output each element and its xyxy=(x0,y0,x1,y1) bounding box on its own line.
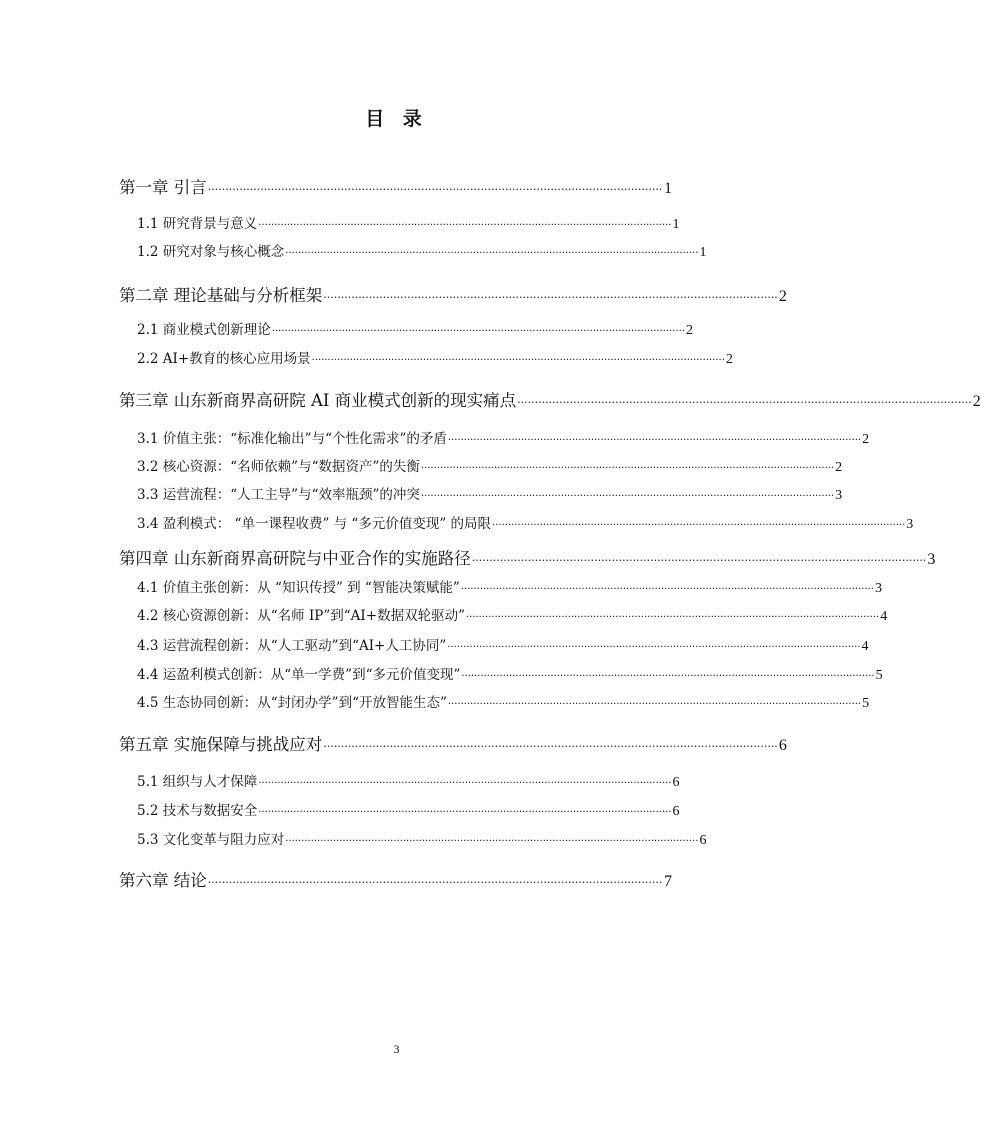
toc-entry-title: 4.2 核心资源创新：从“名师 IP”到“AI+数据双轮驱动” xyxy=(137,608,465,624)
dot-leader: ·································································································································· xyxy=(285,248,699,259)
toc-entry-page-number: 2 xyxy=(778,288,787,305)
toc-chapter-entry[interactable] xyxy=(119,282,787,306)
toc-entry-title: 5.1 组织与人才保障 xyxy=(137,774,258,790)
toc-section-entry[interactable] xyxy=(137,691,870,712)
dot-leader: ·································································································································· xyxy=(285,836,699,847)
toc-chapter-entry[interactable] xyxy=(119,174,672,198)
toc-entry-page-number: 3 xyxy=(835,488,843,503)
dot-leader: ·································································································································· xyxy=(471,554,927,567)
toc-entry-page-number: 1 xyxy=(699,245,707,260)
toc-entry-page-number: 2 xyxy=(972,393,981,410)
dot-leader: ·································································································································· xyxy=(447,435,862,446)
toc-entry-title: 4.3 运营流程创新：从“人工驱动”到“AI+人工协同” xyxy=(137,638,447,654)
dot-leader: ·································································································································· xyxy=(460,584,874,595)
dot-leader: ·································································································································· xyxy=(258,220,672,231)
toc-entry-title: 第一章 引言 xyxy=(119,178,207,197)
toc-entry-title: 3.3 运营流程：“人工主导”与“效率瓶颈”的冲突 xyxy=(137,487,420,503)
toc-entry-title: 4.5 生态协同创新：从“封闭办学”到“开放智能生态” xyxy=(137,695,447,711)
toc-entry-title: 5.3 文化变革与阻力应对 xyxy=(137,832,285,848)
toc-entry-title: 1.1 研究背景与意义 xyxy=(137,216,258,232)
toc-entry-page-number: 6 xyxy=(699,833,707,848)
toc-entry-title: 第四章 山东新商界高研院与中亚合作的实施路径 xyxy=(119,549,471,568)
toc-entry-title: 3.2 核心资源：“名师依赖”与“数据资产”的失衡 xyxy=(137,459,420,475)
toc-entry-title: 第六章 结论 xyxy=(119,871,207,890)
toc-entry-page-number: 2 xyxy=(725,352,733,367)
toc-entry-page-number: 1 xyxy=(672,217,680,232)
dot-leader: ·································································································································· xyxy=(447,642,861,653)
dot-leader: ·································································································································· xyxy=(258,778,672,789)
toc-chapter-entry[interactable] xyxy=(119,387,981,411)
toc-entry-page-number: 4 xyxy=(861,639,869,654)
toc-section-entry[interactable] xyxy=(137,576,882,597)
toc-section-entry[interactable] xyxy=(137,483,843,504)
toc-entry-title: 4.4 运盈利模式创新：从“单一学费”到“多元价值变现” xyxy=(137,667,461,683)
dot-leader: ·································································································································· xyxy=(323,740,778,753)
toc-entry-page-number: 3 xyxy=(906,517,914,532)
toc-entry-title: 3.4 盈利模式： “单一课程收费” 与 “多元价值变现” 的局限 xyxy=(137,516,492,532)
toc-entry-title: 2.2 AI+教育的核心应用场景 xyxy=(137,351,311,367)
dot-leader: ·································································································································· xyxy=(207,183,663,196)
toc-entry-page-number: 6 xyxy=(672,775,680,790)
toc-section-entry[interactable] xyxy=(137,427,870,448)
toc-entry-title: 第五章 实施保障与挑战应对 xyxy=(119,735,323,754)
toc-entry-title: 1.2 研究对象与核心概念 xyxy=(137,244,285,260)
toc-entry-page-number: 2 xyxy=(862,432,870,447)
toc-entry-page-number: 6 xyxy=(672,804,680,819)
toc-entry-page-number: 6 xyxy=(778,737,787,754)
dot-leader: ·································································································································· xyxy=(461,671,875,682)
dot-leader: ·································································································································· xyxy=(323,291,778,304)
dot-leader: ·································································································································· xyxy=(420,491,835,502)
toc-entry-title: 第二章 理论基础与分析框架 xyxy=(119,286,323,305)
toc-entry-page-number: 7 xyxy=(664,873,672,890)
toc-chapter-entry[interactable] xyxy=(119,545,936,569)
toc-section-entry[interactable] xyxy=(137,634,869,655)
toc-section-entry[interactable] xyxy=(137,455,843,476)
toc-section-entry[interactable] xyxy=(137,604,888,625)
toc-section-entry[interactable] xyxy=(137,347,733,368)
toc-section-entry[interactable] xyxy=(137,799,680,820)
toc-section-entry[interactable] xyxy=(137,770,680,791)
dot-leader: ·································································································································· xyxy=(420,463,835,474)
toc-entry-title: 3.1 价值主张：“标准化输出”与“个性化需求”的矛盾 xyxy=(137,431,447,447)
toc-title: 目 录 xyxy=(365,108,428,130)
toc-section-entry[interactable] xyxy=(137,828,707,849)
toc-section-entry[interactable] xyxy=(137,318,693,339)
dot-leader: ·································································································································· xyxy=(311,355,725,366)
toc-section-entry[interactable] xyxy=(137,240,707,261)
dot-leader: ·································································································································· xyxy=(258,807,672,818)
toc-entry-page-number: 5 xyxy=(875,668,883,683)
toc-entry-page-number: 3 xyxy=(927,551,936,568)
toc-entry-page-number: 3 xyxy=(874,581,882,596)
dot-leader: ·································································································································· xyxy=(465,612,880,623)
toc-entry-page-number: 5 xyxy=(862,696,870,711)
dot-leader: ·································································································································· xyxy=(271,326,685,337)
dot-leader: ·································································································································· xyxy=(207,876,663,889)
toc-section-entry[interactable] xyxy=(137,212,680,233)
toc-entry-page-number: 1 xyxy=(664,180,672,197)
toc-entry-title: 2.1 商业模式创新理论 xyxy=(137,322,271,338)
dot-leader: ·································································································································· xyxy=(447,699,862,710)
dot-leader: ·································································································································· xyxy=(517,396,972,409)
toc-chapter-entry[interactable] xyxy=(119,731,787,755)
toc-chapter-entry[interactable] xyxy=(119,867,672,891)
toc-entry-title: 第三章 山东新商界高研院 AI 商业模式创新的现实痛点 xyxy=(119,391,517,410)
toc-entry-page-number: 4 xyxy=(880,609,888,624)
dot-leader: ·································································································································· xyxy=(492,520,906,531)
toc-entry-page-number: 2 xyxy=(835,460,843,475)
toc-section-entry[interactable] xyxy=(137,512,914,533)
toc-entry-title: 4.1 价值主张创新：从 “知识传授” 到 “智能决策赋能” xyxy=(137,580,460,596)
toc-entry-page-number: 2 xyxy=(686,323,693,338)
toc-entry-title: 5.2 技术与数据安全 xyxy=(137,803,258,819)
footer-page-number: 3 xyxy=(393,1042,400,1056)
toc-section-entry[interactable] xyxy=(137,663,883,684)
